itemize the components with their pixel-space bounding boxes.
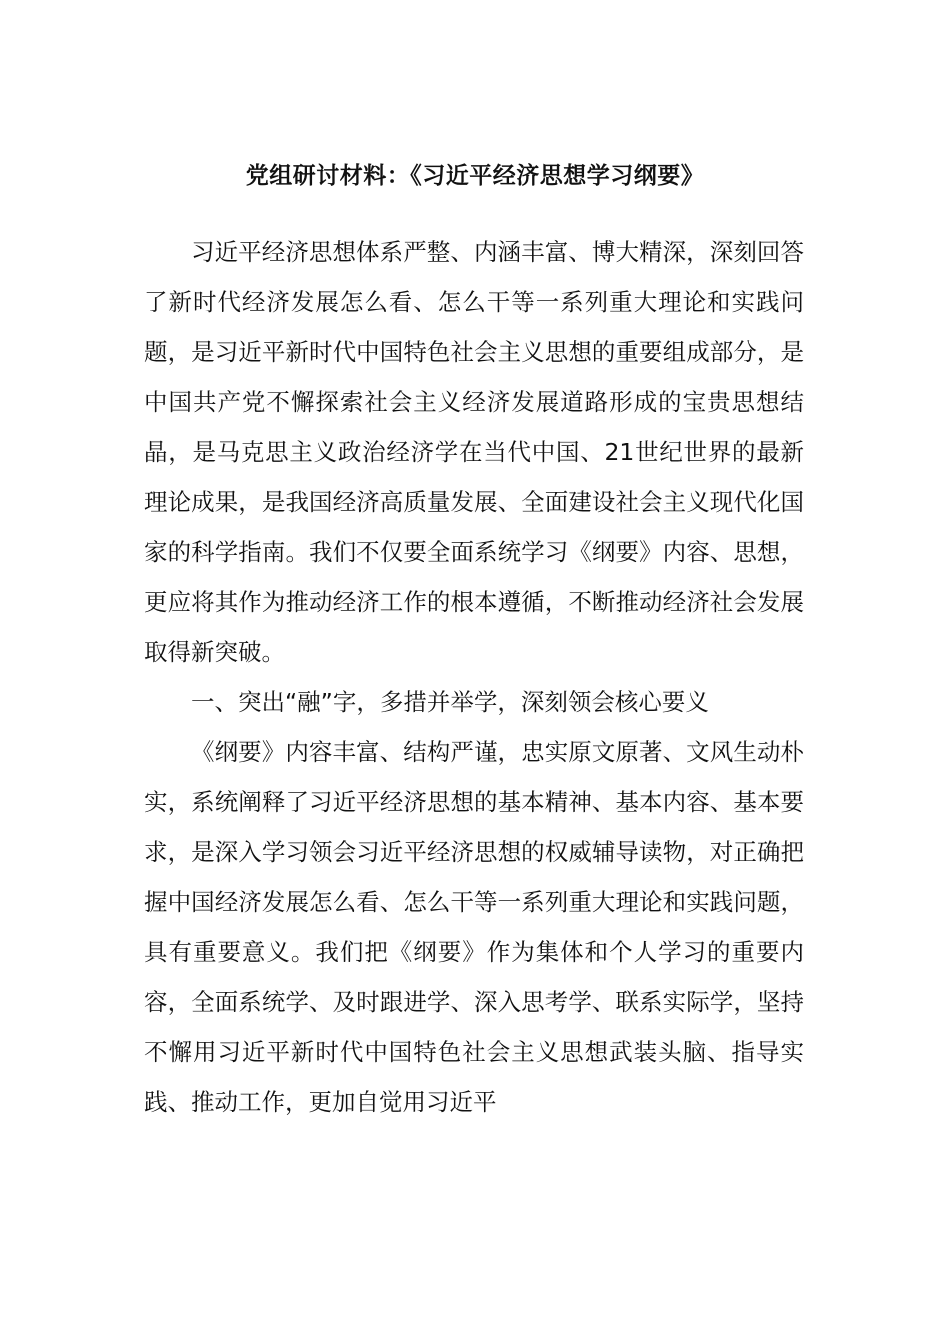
section-heading-1: 一、突出“融”字，多措并举学，深刻领会核心要义: [191, 688, 709, 716]
document-title: 党组研讨材料：《习近平经济思想学习纲要》: [245, 163, 705, 189]
document-body: [144, 227, 804, 1127]
section-1-paragraph: 《纲要》内容丰富、结构严谨，忠实原文原著、文风生动朴实，系统阐释了习近平经济思想的基本精神、基本内容、基本要求，是深入学习领会习近平经济思想的权威辅导读物，对正确把握中国经济发展怎么看、怎么干等一系列重大理论和实践问题，具有重要意义。我们把《纲要》作为集体和个人学习的重要内容，全面系统学、及时跟进学、深入思考学、联系实际学，坚持不懈用习近平新时代中国特色社会主义思想武装头脑、指导实践、推动工作，更加自觉用习近平: [144, 738, 804, 1116]
intro-paragraph: 习近平经济思想体系严整、内涵丰富、博大精深，深刻回答了新时代经济发展怎么看、怎么干等一系列重大理论和实践问题，是习近平新时代中国特色社会主义思想的重要组成部分，是中国共产党不懈探索社会主义经济发展道路形成的宝贵思想结晶，是马克思主义政治经济学在当代中国、21世纪世界的最新理论成果，是我国经济高质量发展、全面建设社会主义现代化国家的科学指南。我们不仅要全面系统学习《纲要》内容、思想，更应将其作为推动经济工作的根本遵循，不断推动经济社会发展取得新突破。: [144, 238, 804, 666]
